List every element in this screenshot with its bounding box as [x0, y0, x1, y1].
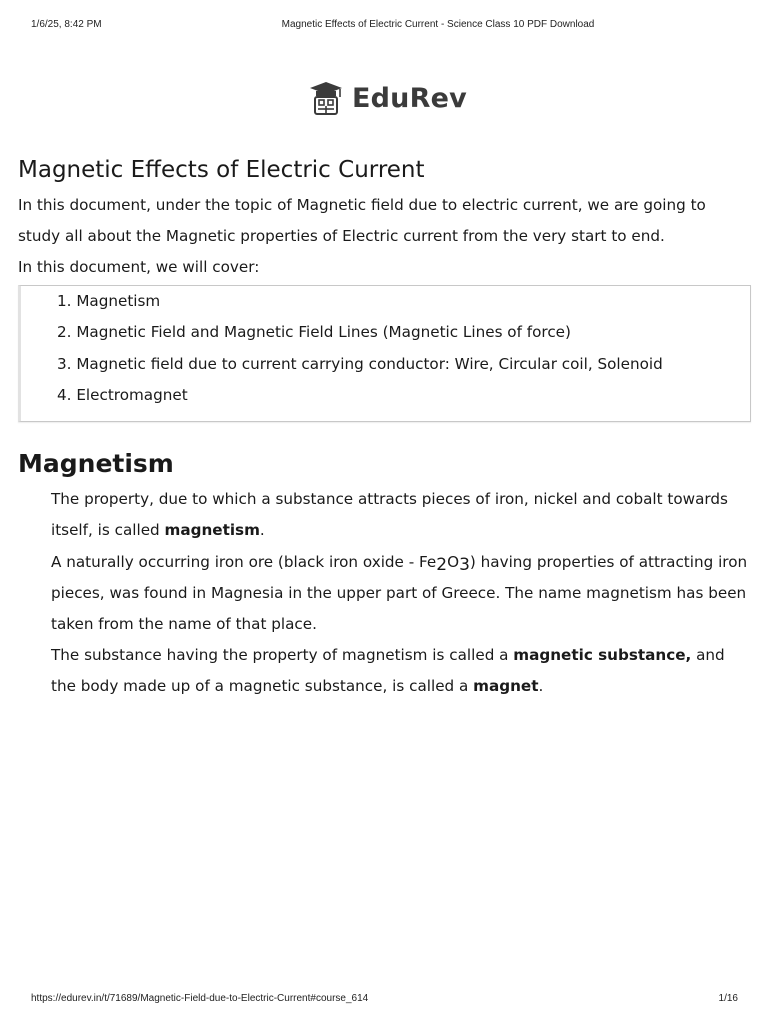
table-of-contents [18, 285, 751, 422]
edurev-logo[interactable] [306, 76, 467, 120]
subscript: 2 [436, 554, 448, 575]
magnesia-paragraph [18, 547, 751, 641]
toc-item: 3. Magnetic field due to current carrying conductor: Wire, Circular coil, Solenoid [57, 354, 663, 373]
document-title: Magnetic Effects of Electric Current [18, 157, 425, 183]
para-text: . [538, 677, 544, 696]
intro-paragraph: In this document, under the topic of Magnetic field due to electric current, we are going to study all about the Magnetic properties of Electric current from the very start to end. [18, 196, 706, 245]
para-text: The substance having the property of magnetism is called a [51, 646, 514, 665]
para-text: O [447, 552, 460, 571]
print-page-title: Magnetic Effects of Electric Current - Science Class 10 PDF Download [281, 19, 595, 30]
para-text: A naturally occurring iron ore (black iron oxide - Fe [51, 552, 437, 571]
graduate-cap-icon [306, 78, 346, 118]
term-magnetism: magnetism [164, 521, 260, 540]
page-url-link[interactable]: https://edurev.in/t/71689/Magnetic-Field-due-to-Electric-Current#course_614 [31, 993, 369, 1004]
section-heading-magnetism: Magnetism [18, 449, 174, 479]
subscript: 3 [459, 554, 470, 575]
print-datetime: 1/6/25, 8:42 PM [31, 19, 102, 30]
para-text: and the body made up of a magnetic substance, is called a [51, 646, 725, 696]
toc-item: 4. Electromagnet [57, 385, 188, 404]
para-text: . [259, 521, 265, 540]
magnetism-definition-paragraph [18, 484, 751, 546]
magnetic-substance-paragraph [18, 640, 751, 702]
term-magnetic-substance: magnetic substance, [513, 646, 692, 665]
page-number: 1/16 [718, 993, 738, 1004]
logo-text: EduRev [352, 82, 467, 114]
print-header [0, 19, 768, 33]
para-text: The property, due to which a substance attracts pieces of iron, nickel and cobalt towards itself, is called [51, 490, 728, 540]
intro-cover-line: In this document, we will cover: [18, 258, 260, 276]
toc-item: 2. Magnetic Field and Magnetic Field Lines (Magnetic Lines of force) [57, 323, 571, 342]
term-magnet: magnet [473, 677, 539, 696]
document-content [18, 150, 751, 703]
para-text: ) having properties of attracting iron pieces, was found in Magnesia in the upper part of Greece. The name magnetism has been taken from the name of that place. [51, 552, 748, 633]
toc-item: 1. Magnetism [57, 292, 161, 310]
